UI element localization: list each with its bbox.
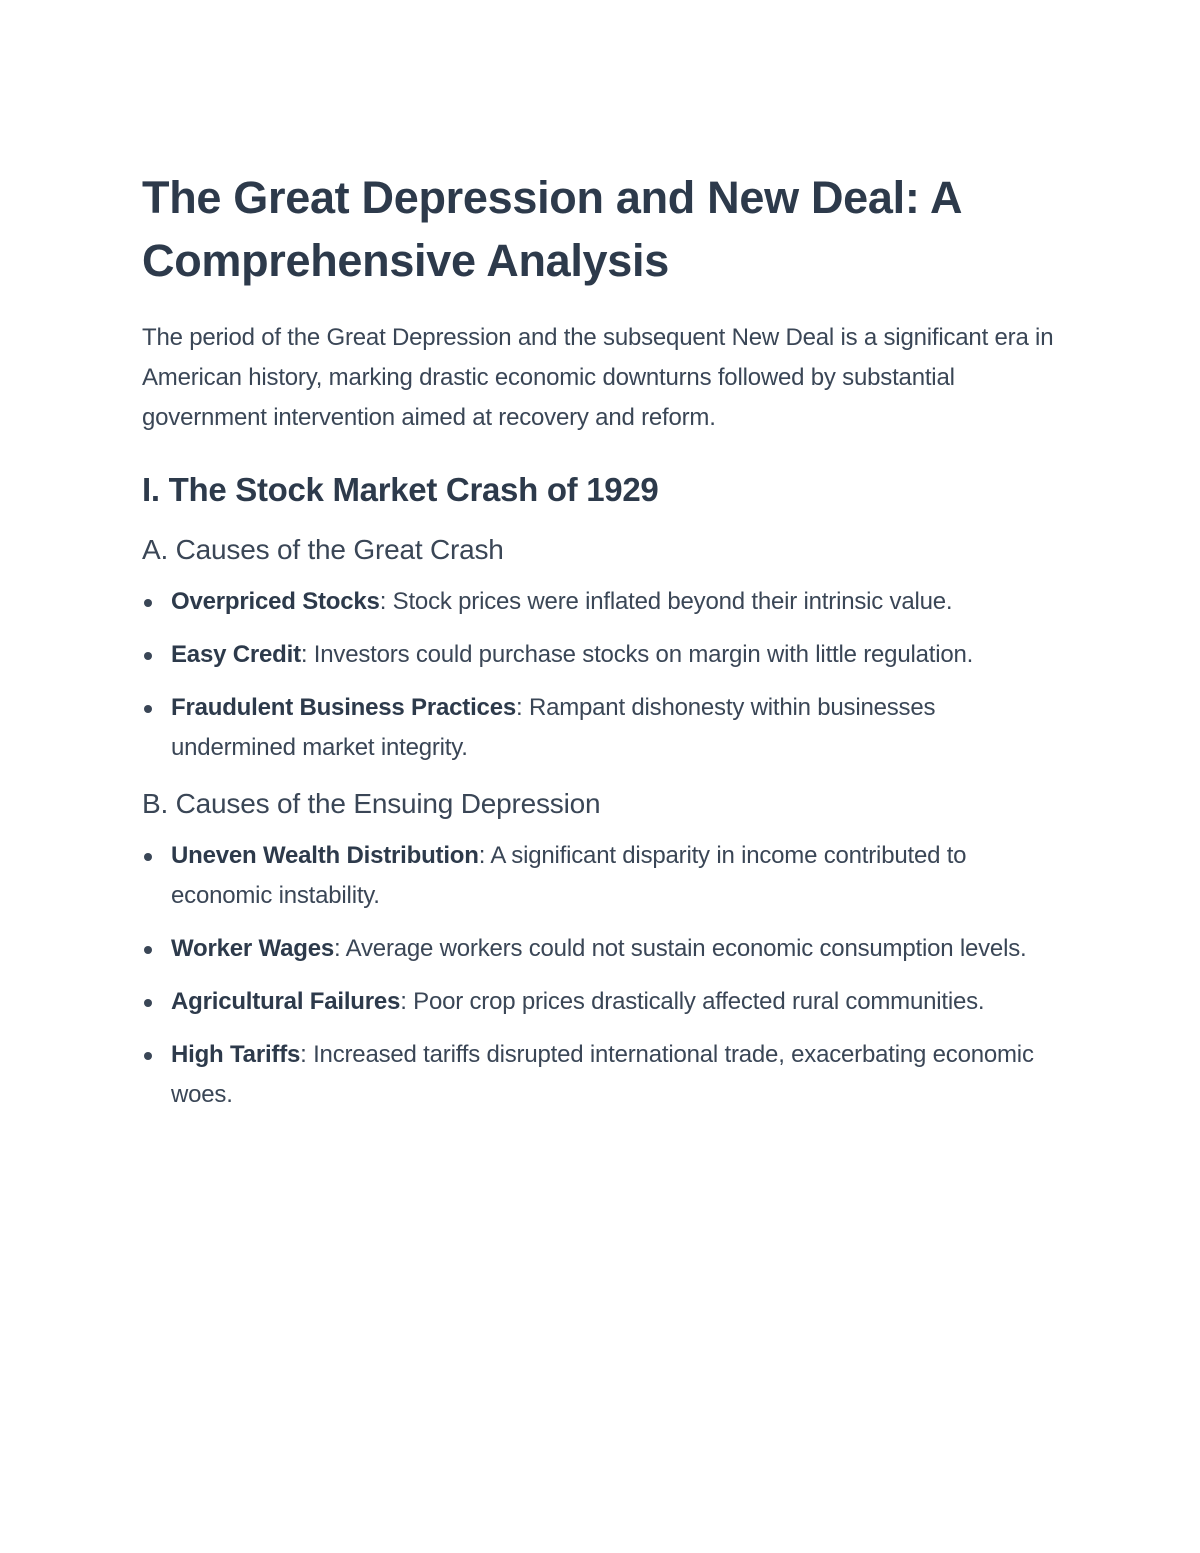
list-item [142, 929, 1062, 969]
list-item [142, 982, 1062, 1022]
list-item-separator: : [400, 988, 414, 1015]
intro-paragraph: The period of the Great Depression and the subsequent New Deal is a significant era in American history, marking drastic economic downturns followed by substantial government intervention aimed at recovery and reform. [142, 324, 1054, 431]
list-item-separator: : [379, 588, 393, 615]
document-title: The Great Depression and New Deal: A Comprehensive Analysis [142, 172, 961, 286]
list-item-term: Overpriced Stocks [171, 588, 380, 615]
list-item [142, 1035, 1062, 1115]
list-item-separator: : [478, 842, 491, 869]
bullet-icon [144, 705, 152, 713]
list-item-text: Poor crop prices drastically affected rural communities. [413, 988, 985, 1015]
bullet-icon [144, 946, 152, 954]
list-item-text: A significant disparity in income contributed to economic instability. [171, 842, 967, 909]
list-item-text: Increased tariffs disrupted international trade, exacerbating economic woes. [171, 1041, 1034, 1108]
list-item-text: Average workers could not sustain economic consumption levels. [345, 935, 1027, 962]
list-item [142, 836, 1062, 916]
list-item-text: Stock prices were inflated beyond their intrinsic value. [392, 588, 953, 615]
bullet-icon [144, 1052, 152, 1060]
list-item-text: Investors could purchase stocks on margin with little regulation. [313, 641, 974, 668]
list-item-separator: : [334, 935, 346, 962]
list-item-term: Uneven Wealth Distribution [171, 842, 479, 869]
list-item [142, 688, 1062, 768]
list-item-term: Fraudulent Business Practices [171, 694, 516, 721]
section-heading: I. The Stock Market Crash of 1929 [142, 471, 659, 508]
list-item [142, 635, 1062, 675]
list-item-separator: : [300, 1041, 314, 1068]
bullet-icon [144, 853, 152, 861]
subsection-heading-b: B. Causes of the Ensuing Depression [142, 788, 601, 819]
causes-crash-list [142, 582, 1062, 768]
list-item-separator: : [516, 694, 529, 721]
document-page [142, 166, 1062, 1128]
bullet-icon [144, 599, 152, 607]
list-item-text: Rampant dishonesty within businesses undermined market integrity. [171, 694, 936, 761]
list-item-term: Agricultural Failures [171, 988, 401, 1015]
list-item-separator: : [300, 641, 314, 668]
list-item-term: Easy Credit [171, 641, 301, 668]
bullet-icon [144, 999, 152, 1007]
list-item-term: High Tariffs [171, 1041, 301, 1068]
list-item-term: Worker Wages [171, 935, 334, 962]
causes-depression-list [142, 836, 1062, 1115]
list-item [142, 582, 1062, 622]
bullet-icon [144, 652, 152, 660]
subsection-heading-a: A. Causes of the Great Crash [142, 534, 504, 565]
